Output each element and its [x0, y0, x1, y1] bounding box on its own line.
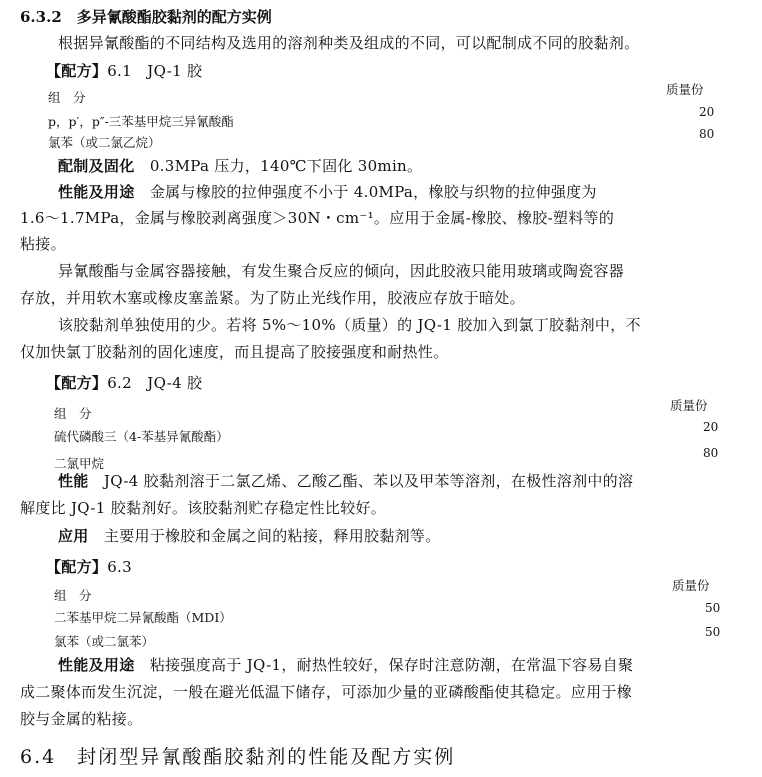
intro-paragraph: 根据异氰酸酯的不同结构及选用的溶剂种类及组成的不同，可以配制成不同的胶黏剂。 [58, 34, 640, 52]
formula-bracket-label: 【配方】 [46, 374, 108, 392]
ingredient-amount: 50 [705, 601, 721, 615]
usage-line [58, 525, 441, 546]
formula-name: 6.1 JQ-1 胶 [107, 62, 203, 80]
paragraph-text: 该胶黏剂单独使用的少。若将 5%～10%（质量）的 JQ-1 胶加入到氯丁胶黏剂中，不 [58, 316, 641, 334]
column-header-component: 组 分 [48, 90, 86, 105]
paragraph-text: 存放，并用软木塞或橡皮塞盖紧。为了防止光线作用，胶液应存放于暗处。 [20, 289, 525, 307]
ingredient-name: 氯苯（或二氯乙烷） [48, 135, 161, 150]
performance-line [58, 654, 633, 675]
performance-text: 胶与金属的粘接。 [20, 710, 143, 728]
ingredient-amount: 80 [699, 127, 715, 141]
formula-header [46, 556, 132, 577]
formula-header [46, 372, 202, 393]
prep-line [58, 155, 422, 176]
formula-name: 6.2 JQ-4 胶 [107, 374, 203, 392]
ingredient-amount: 50 [705, 625, 721, 639]
section-heading: 6.3.2 多异氰酸酯胶黏剂的配方实例 [20, 8, 272, 26]
paragraph-text: 仅加快氯丁胶黏剂的固化速度，而且提高了胶接强度和耐热性。 [20, 343, 449, 361]
column-header-parts: 质量份 [672, 578, 710, 593]
performance-line [58, 470, 633, 491]
ingredient-amount: 80 [703, 446, 719, 460]
ingredient-name: 氯苯（或二氯苯） [54, 634, 155, 649]
column-header-component: 组 分 [54, 406, 92, 421]
ingredient-name: 硫代磷酸三（4-苯基异氰酸酯） [54, 429, 229, 444]
performance-text: 粘接。 [20, 235, 66, 253]
performance-label: 性能及用途 [58, 183, 135, 201]
performance-text: 粘接强度高于 JQ-1，耐热性较好，保存时注意防潮，在常温下容易自聚 [149, 656, 634, 674]
performance-text: 解度比 JQ-1 胶黏剂好。该胶黏剂贮存稳定性比较好。 [20, 499, 387, 517]
column-header-parts: 质量份 [670, 398, 708, 413]
column-header-parts: 质量份 [666, 82, 704, 97]
performance-line [58, 181, 597, 202]
formula-name: 6.3 [107, 558, 132, 576]
performance-label: 性能 [58, 472, 89, 490]
ingredient-name: 二氯甲烷 [54, 456, 105, 471]
prep-label: 配制及固化 [58, 157, 135, 175]
performance-text: 1.6～1.7MPa，金属与橡胶剥离强度＞30N・cm⁻¹。应用于金属-橡胶、橡胶-塑料等的 [20, 209, 615, 227]
performance-text: JQ-4 胶黏剂溶于二氯乙烯、乙酸乙酯、苯以及甲苯等溶剂，在极性溶剂中的溶 [103, 472, 634, 490]
prep-text: 0.3MPa 压力，140℃下固化 30min。 [149, 157, 423, 175]
formula-bracket-label: 【配方】 [46, 558, 108, 576]
performance-label: 性能及用途 [58, 656, 135, 674]
ingredient-amount: 20 [703, 420, 719, 434]
performance-text: 成二聚体而发生沉淀，一般在避光低温下储存，可添加少量的亚磷酸酯使其稳定。应用于橡 [20, 683, 633, 701]
formula-bracket-label: 【配方】 [46, 62, 108, 80]
section-title: 6.4 封闭型异氰酸酯胶黏剂的性能及配方实例 [20, 746, 456, 768]
formula-header [46, 60, 202, 81]
ingredient-amount: 20 [699, 105, 715, 119]
paragraph-text: 异氰酸酯与金属容器接触，有发生聚合反应的倾向，因此胶液只能用玻璃或陶瓷容器 [58, 262, 625, 280]
usage-label: 应用 [58, 527, 89, 545]
ingredient-name: p，p′，p″-三苯基甲烷三异氰酸酯 [48, 114, 234, 129]
performance-text: 金属与橡胶的拉伸强度不小于 4.0MPa，橡胶与织物的拉伸强度为 [149, 183, 597, 201]
usage-text: 主要用于橡胶和金属之间的粘接，释用胶黏剂等。 [103, 527, 441, 545]
column-header-component: 组 分 [54, 588, 92, 603]
ingredient-name: 二苯基甲烷二异氰酸酯（MDI） [54, 610, 232, 625]
